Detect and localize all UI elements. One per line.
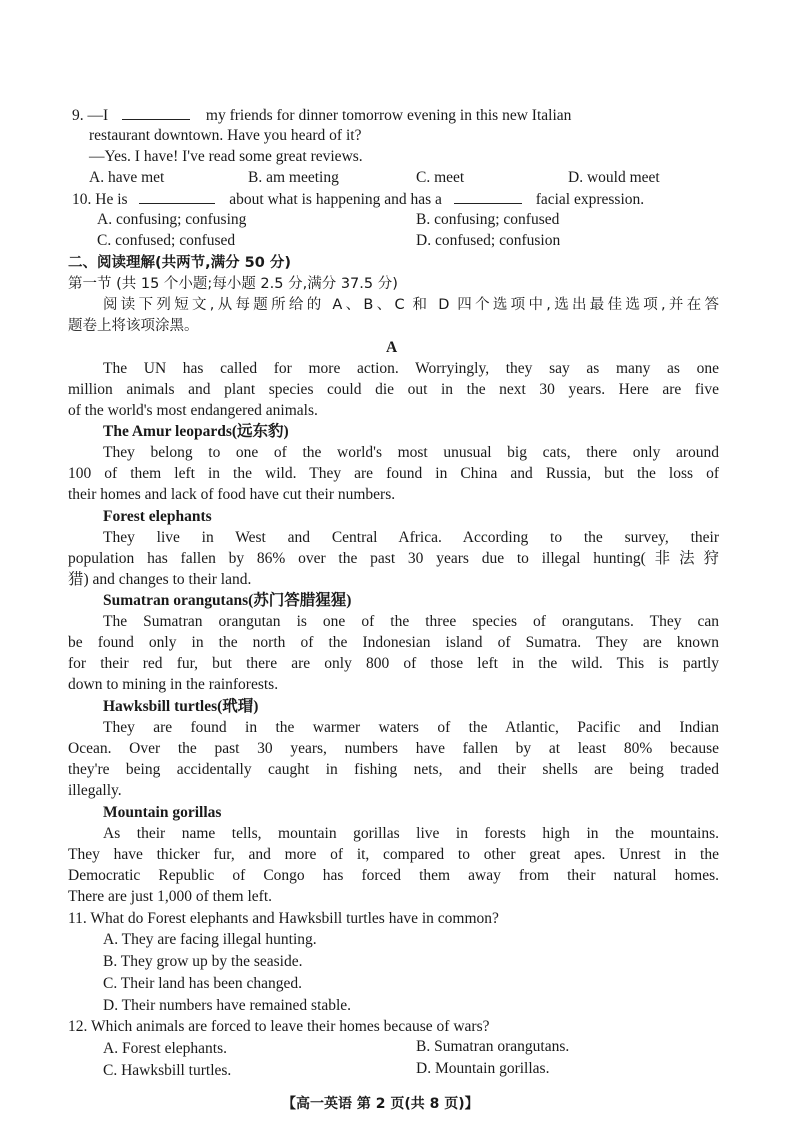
q10-stem-text: about what is happening and has a [229, 191, 442, 208]
q12-option-a: A. Forest elephants. [103, 1040, 227, 1057]
section-title-forest-elephants: Forest elephants [103, 508, 212, 525]
section-title-hawksbill-turtles: Hawksbill turtles(玳瑁) [103, 698, 259, 715]
q11-option-d: D. Their numbers have remained stable. [103, 997, 352, 1014]
q9-line-3: —Yes. I have! I've read some great reviews. [89, 148, 363, 165]
q10-number: 10. He is [72, 191, 128, 208]
gorillas-line-3: Democratic Republic of Congo has forced them away from their natural homes. [68, 867, 719, 884]
passage-letter: A [386, 339, 398, 356]
intro-line-3: of the world's most endangered animals. [68, 402, 318, 419]
q9-option-a: A. have met [89, 169, 165, 186]
gorillas-line-1: As their name tells, mountain gorillas live in forests high in the mountains. [103, 825, 719, 842]
q10-stem-end: facial expression. [535, 191, 645, 208]
turtles-line-1: They are found in the warmer waters of the Atlantic, Pacific and Indian [103, 719, 719, 736]
q9-line-1 [72, 105, 571, 126]
elephants-line-1: They live in West and Central Africa. According to the survey, their [103, 529, 719, 546]
q11-stem: 11. What do Forest elephants and Hawksbill turtles have in common? [68, 910, 499, 927]
section-title-amur-leopards: The Amur leopards(远东豹) [103, 423, 289, 440]
q11-option-a: A. They are facing illegal hunting. [103, 931, 317, 948]
instructions-line-2: 题卷上将该项涂黑。 [68, 318, 199, 334]
q9-line-2: restaurant downtown. Have you heard of it? [89, 127, 362, 144]
q10-option-a: A. confusing; confusing [97, 211, 247, 228]
q12-stem: 12. Which animals are forced to leave their homes because of wars? [68, 1018, 490, 1035]
orangutans-line-2: be found only in the north of the Indonesian island of Sumatra. They are known [68, 634, 719, 651]
q12-option-d: D. Mountain gorillas. [416, 1060, 550, 1077]
q12-option-b: B. Sumatran orangutans. [416, 1038, 570, 1055]
section-heading: 二、阅读理解(共两节,满分 50 分) [68, 255, 292, 271]
q10-option-c: C. confused; confused [97, 232, 236, 249]
intro-line-2: million animals and plant species could die out in the next 30 years. Here are five [68, 381, 719, 398]
q11-option-b: B. They grow up by the seaside. [103, 953, 303, 970]
section-title-sumatran-orangutans: Sumatran orangutans(苏门答腊猩猩) [103, 592, 352, 609]
q9-number: 9. —I [72, 107, 109, 124]
section-title-mountain-gorillas: Mountain gorillas [103, 804, 222, 821]
turtles-line-4: illegally. [68, 782, 122, 799]
q12-option-c: C. Hawksbill turtles. [103, 1062, 232, 1079]
q11-option-c: C. Their land has been changed. [103, 975, 302, 992]
q9-stem-text: my friends for dinner tomorrow evening in this new Italian [205, 107, 572, 124]
q10-option-d: D. confused; confusion [416, 232, 561, 249]
intro-line-1: The UN has called for more action. Worryingly, they say as many as one [103, 360, 719, 377]
orangutans-line-4: down to mining in the rainforests. [68, 676, 279, 693]
orangutans-line-1: The Sumatran orangutan is one of the three species of orangutans. They can [103, 613, 719, 630]
turtles-line-2: Ocean. Over the past 30 years, numbers have fallen by at least 80% because [68, 740, 719, 757]
part1-heading: 第一节 (共 15 个小题;每小题 2.5 分,满分 37.5 分) [68, 276, 398, 292]
orangutans-line-3: for their red fur, but there are only 800 of those left in the wild. This is partly [68, 655, 719, 672]
amur-line-2: 100 of them left in the wild. They are found in China and Russia, but the loss of [68, 465, 719, 482]
q10-blank-2 [454, 189, 522, 204]
q10-blank-1 [139, 189, 215, 204]
elephants-line-2: population has fallen by 86% over the past 30 years due to illegal hunting(非法狩 [68, 550, 719, 567]
q9-option-d: D. would meet [568, 169, 660, 186]
q9-blank [122, 105, 190, 120]
q9-option-c: C. meet [416, 169, 465, 186]
amur-line-1: They belong to one of the world's most unusual big cats, there only around [103, 444, 719, 461]
q10-line-1 [72, 189, 644, 210]
turtles-line-3: they're being accidentally caught in fishing nets, and their shells are being traded [68, 761, 719, 778]
elephants-line-3: 猎) and changes to their land. [68, 571, 252, 588]
instructions-line-1: 阅读下列短文,从每题所给的 A、B、C 和 D 四个选项中,选出最佳选项,并在答 [103, 297, 719, 313]
q9-option-b: B. am meeting [248, 169, 339, 186]
gorillas-line-4: There are just 1,000 of them left. [68, 888, 273, 905]
gorillas-line-2: They have thicker fur, and more of it, compared to other great apes. Unrest in the [68, 846, 719, 863]
page-footer: 【高一英语 第 2 页(共 8 页)】 [282, 1096, 479, 1112]
q10-option-b: B. confusing; confused [416, 211, 560, 228]
amur-line-3: their homes and lack of food have cut their numbers. [68, 486, 396, 503]
